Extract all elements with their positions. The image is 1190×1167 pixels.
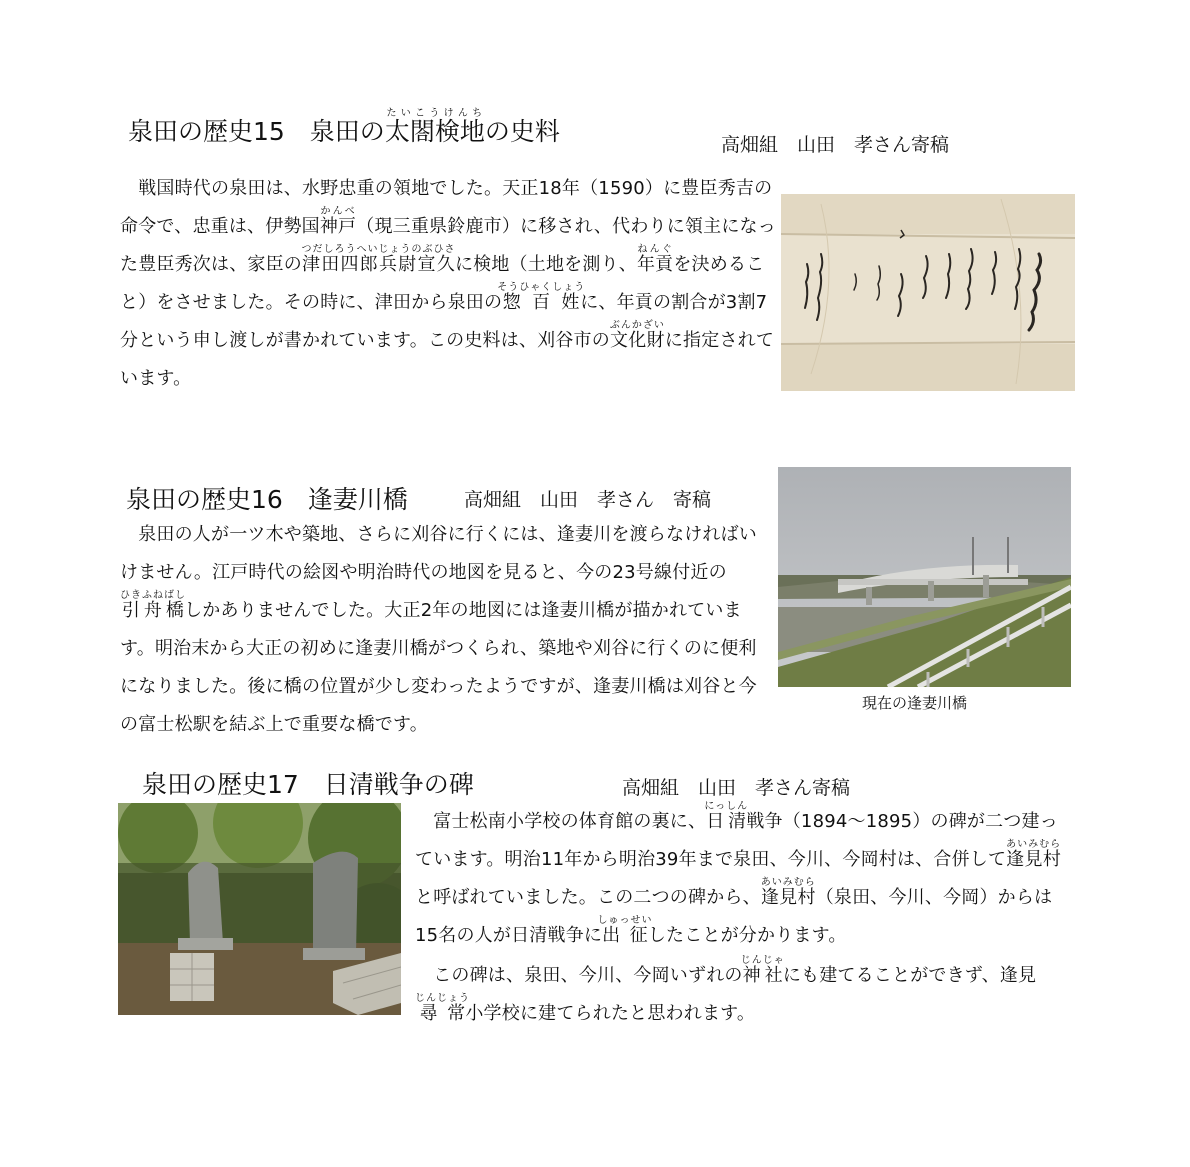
section-15-title: 泉田の歴史15 泉田の太閤検地たいこうけんちの史料: [128, 108, 560, 146]
section-15-title-text: 泉田の歴史15 泉田の: [128, 117, 385, 146]
bridge-photo-caption: 現在の逢妻川橋: [862, 694, 968, 712]
ruby-taiko-kenchi: 太閤検地たいこうけんち: [384, 108, 485, 146]
bridge-photo: [778, 467, 1071, 687]
section-17-body: 富士松南小学校の体育館の裏に、日清にっしん戦争（1894〜1895）の碑が二つ建っています。明治11年から明治39年まで泉田、今川、今岡村は、合併して逢見村あいみむらと呼ばれていました。この二つの碑から、逢見村あいみむら（泉田、今川、今岡）からは15名の人が日清戦争に出征しゅっせいしたことが分かります。 この碑は、泉田、今川、今岡いずれの神社じんじゃにも建てることができず、逢見尋常じんじょう小学校に建てられたと思われます。: [415, 801, 1062, 1024]
section-16-byline: 高畑組 山田 孝さん 寄稿: [464, 489, 712, 511]
section-15-body: 戦国時代の泉田は、水野忠重の領地でした。天正18年（1590）に豊臣秀吉の命令で、忠重は、伊勢国神戸かんべ（現三重県鈴鹿市）に移され、代わりに領主になった豊臣秀次は、家臣の津田四郎兵尉宣久つだしろうへいじょうのぶひさに検地（土地を測り、年貢ねんぐを決めること）をさせました。その時に、津田から泉田の惣百姓そうひゃくしょうに、年貢の割合が3割7分という申し渡しが書かれています。この史料は、刈谷市の文化財ぶんかざいに指定されています。: [120, 178, 776, 389]
section-17-byline: 高畑組 山田 孝さん寄稿: [622, 777, 851, 799]
monument-photo: [118, 803, 401, 1015]
section-17-title: 泉田の歴史17 日清戦争の碑: [142, 770, 474, 799]
section-15-byline: 高畑組 山田 孝さん寄稿: [721, 134, 950, 156]
historical-document-photo: [781, 194, 1075, 391]
section-16-body: 泉田の人が一ツ木や築地、さらに刈谷に行くには、逢妻川を渡らなければいけません。江戸時代の絵図や明治時代の地図を見ると、今の23号線付近の引舟橋ひきふねばししかありませんでした。大正2年の地図には逢妻川橋が描かれています。明治末から大正の初めに逢妻川橋がつくられ、築地や刈谷に行くのに便利になりました。後に橋の位置が少し変わったようですが、逢妻川橋は刈谷と今の富士松駅を結ぶ上で重要な橋です。: [120, 524, 757, 735]
section-16-title: 泉田の歴史16 逢妻川橋: [126, 485, 408, 514]
